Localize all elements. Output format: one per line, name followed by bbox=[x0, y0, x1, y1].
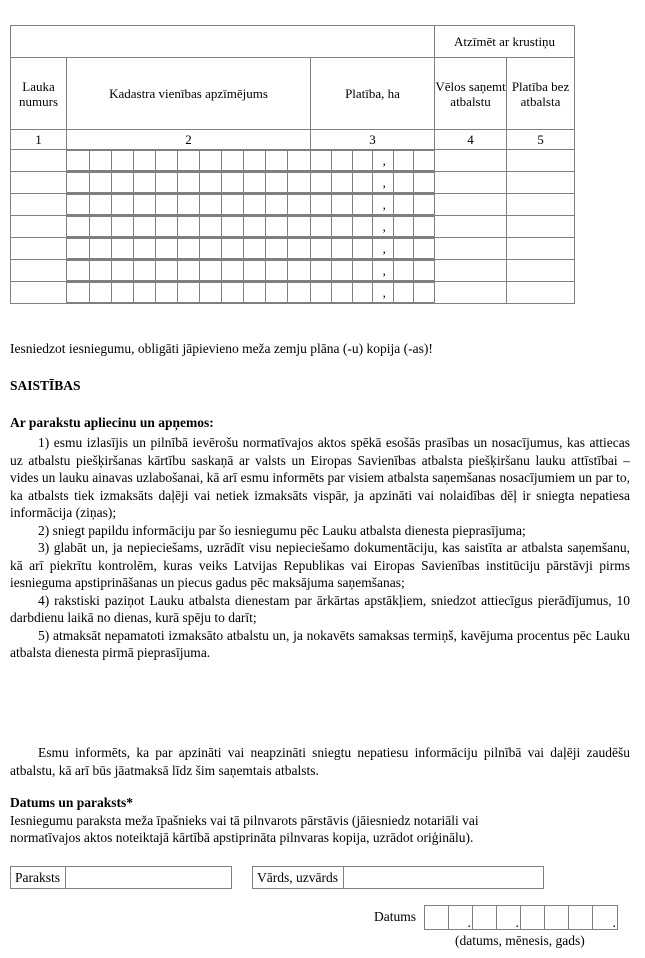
character-cell[interactable] bbox=[177, 239, 199, 259]
decimal-separator-cell[interactable]: , bbox=[373, 283, 394, 303]
character-cell[interactable] bbox=[311, 261, 332, 281]
column-number-3: 3 bbox=[311, 130, 435, 150]
attachment-notice bbox=[10, 340, 630, 358]
table-cell-col-5[interactable] bbox=[507, 150, 575, 172]
decimal-separator-cell[interactable]: , bbox=[373, 173, 394, 193]
character-cell[interactable] bbox=[266, 261, 288, 281]
signature-label: Paraksts bbox=[11, 867, 66, 888]
character-grid bbox=[67, 150, 310, 171]
table-cell-col-5[interactable] bbox=[507, 238, 575, 260]
decimal-separator-cell[interactable]: , bbox=[373, 261, 394, 281]
character-cell[interactable] bbox=[177, 173, 199, 193]
obligation-item-3: 3) glabāt un, ja nepieciešams, uzrādīt visu nepieciešamo dokumentāciju, kas saistīta ar atbalsta saņemšanu, kā arī piekrītu kontrolēm, kuras veiks Latvijas Republikas vai Eiropas Savienības institūciju pārstāvji pirms iesnieguma apstiprināšanas un piecus gadus pēc maksājuma saņemšanas; bbox=[10, 540, 630, 590]
character-cell[interactable] bbox=[133, 261, 155, 281]
character-cell[interactable] bbox=[133, 283, 155, 303]
character-cell[interactable] bbox=[288, 151, 310, 171]
character-cell[interactable] bbox=[67, 283, 89, 303]
character-cell[interactable] bbox=[332, 217, 353, 237]
character-grid bbox=[311, 172, 434, 193]
header-wish-to-receive-support: Vēlos saņemt atbalstu bbox=[435, 58, 507, 130]
table-row bbox=[11, 282, 575, 304]
character-cell[interactable] bbox=[222, 217, 244, 237]
character-cell[interactable] bbox=[414, 151, 435, 171]
character-cell[interactable] bbox=[222, 195, 244, 215]
character-cell[interactable] bbox=[414, 239, 435, 259]
decimal-separator-cell[interactable]: , bbox=[373, 195, 394, 215]
character-cell[interactable] bbox=[311, 239, 332, 259]
character-cell[interactable] bbox=[352, 195, 373, 215]
character-cell[interactable] bbox=[199, 261, 221, 281]
character-cell[interactable] bbox=[332, 261, 353, 281]
obligation-items-wrap bbox=[10, 434, 630, 662]
character-cell[interactable] bbox=[111, 195, 133, 215]
date-separator-dot: . bbox=[515, 916, 519, 931]
character-cell[interactable] bbox=[222, 261, 244, 281]
character-grid bbox=[311, 260, 434, 281]
fullname-input[interactable] bbox=[344, 867, 543, 888]
character-cell[interactable] bbox=[393, 217, 414, 237]
character-grid bbox=[67, 260, 310, 281]
table-header-row-group bbox=[11, 26, 575, 58]
character-cell[interactable] bbox=[393, 173, 414, 193]
character-cell[interactable] bbox=[67, 261, 89, 281]
character-cell[interactable] bbox=[89, 151, 111, 171]
character-cell[interactable] bbox=[222, 173, 244, 193]
character-grid bbox=[67, 238, 310, 259]
obligations-heading-wrap bbox=[10, 377, 630, 395]
header-field-number: Lauka numurs bbox=[11, 58, 67, 130]
character-grid bbox=[311, 282, 434, 303]
character-cell[interactable] bbox=[352, 283, 373, 303]
character-cell[interactable] bbox=[244, 151, 266, 171]
character-cell[interactable] bbox=[199, 151, 221, 171]
signature-heading: Datums un paraksts* bbox=[10, 795, 134, 810]
header-area-without-support: Platība bez atbalsta bbox=[507, 58, 575, 130]
character-cell[interactable] bbox=[67, 217, 89, 237]
table-cell-col-5[interactable] bbox=[507, 282, 575, 304]
character-cell[interactable] bbox=[352, 173, 373, 193]
character-cell[interactable] bbox=[311, 151, 332, 171]
character-cell[interactable] bbox=[414, 217, 435, 237]
character-cell[interactable] bbox=[89, 217, 111, 237]
character-cell[interactable] bbox=[133, 173, 155, 193]
table-cell-col-3 bbox=[311, 150, 435, 172]
character-cell[interactable] bbox=[393, 151, 414, 171]
character-cell[interactable] bbox=[67, 239, 89, 259]
table-cell-col-1[interactable] bbox=[11, 172, 67, 194]
character-cell[interactable] bbox=[155, 239, 177, 259]
table-cell-col-2 bbox=[67, 172, 311, 194]
character-cell[interactable] bbox=[414, 173, 435, 193]
table-cell-col-3 bbox=[311, 194, 435, 216]
character-cell[interactable] bbox=[352, 239, 373, 259]
character-cell[interactable] bbox=[266, 151, 288, 171]
character-cell[interactable] bbox=[155, 173, 177, 193]
character-cell[interactable] bbox=[111, 151, 133, 171]
fullname-field-group[interactable] bbox=[252, 866, 544, 889]
table-row bbox=[11, 172, 575, 194]
table-cell-col-4[interactable] bbox=[435, 216, 507, 238]
character-cell[interactable] bbox=[352, 151, 373, 171]
character-cell[interactable] bbox=[266, 217, 288, 237]
signature-section-wrap bbox=[10, 794, 630, 847]
character-cell[interactable] bbox=[67, 173, 89, 193]
character-cell[interactable] bbox=[155, 195, 177, 215]
obligation-item-5: 5) atmaksāt nepamatoti izmaksāto atbalstu un, ja nokavēts samaksas termiņš, kavējuma procentus pēc Lauku atbalsta dienesta pirmā pieprasījuma. bbox=[10, 627, 630, 660]
table-cell-col-2 bbox=[67, 216, 311, 238]
date-field-row bbox=[374, 905, 618, 930]
date-boxes-group[interactable] bbox=[424, 905, 618, 930]
table-row bbox=[11, 150, 575, 172]
date-char-box[interactable] bbox=[425, 906, 449, 929]
character-cell[interactable] bbox=[111, 217, 133, 237]
character-cell[interactable] bbox=[414, 195, 435, 215]
character-cell[interactable] bbox=[155, 261, 177, 281]
table-cell-col-1[interactable] bbox=[11, 238, 67, 260]
character-cell[interactable] bbox=[393, 239, 414, 259]
character-cell[interactable] bbox=[288, 239, 310, 259]
character-cell[interactable] bbox=[199, 283, 221, 303]
table-cell-col-5[interactable] bbox=[507, 216, 575, 238]
date-format-caption: (datums, mēnesis, gads) bbox=[455, 933, 585, 948]
table-cell-col-1[interactable] bbox=[11, 150, 67, 172]
character-cell[interactable] bbox=[352, 217, 373, 237]
character-cell[interactable] bbox=[89, 261, 111, 281]
obligation-item-4: 4) rakstiski paziņot Lauku atbalsta dienestam par ārkārtas apstākļiem, sniedzot attiecīgus pierādījumus, 10 darbdienu laikā no dienas, kurā spēju to darīt; bbox=[10, 592, 630, 625]
character-cell[interactable] bbox=[332, 151, 353, 171]
informed-paragraph-wrap bbox=[10, 744, 630, 779]
table-cell-col-5[interactable] bbox=[507, 260, 575, 282]
table-cell-col-1[interactable] bbox=[11, 260, 67, 282]
character-cell[interactable] bbox=[177, 151, 199, 171]
character-cell[interactable] bbox=[222, 151, 244, 171]
character-cell[interactable] bbox=[288, 261, 310, 281]
character-cell[interactable] bbox=[155, 151, 177, 171]
signature-input[interactable] bbox=[66, 867, 231, 888]
character-cell[interactable] bbox=[199, 173, 221, 193]
table-cell-col-1[interactable] bbox=[11, 216, 67, 238]
table-cell-col-2 bbox=[67, 194, 311, 216]
character-cell[interactable] bbox=[111, 239, 133, 259]
table-cell-col-4[interactable] bbox=[435, 194, 507, 216]
character-cell[interactable] bbox=[244, 261, 266, 281]
table-cell-col-2 bbox=[67, 282, 311, 304]
signature-fields-area bbox=[10, 866, 635, 889]
obligation-item-2: 2) sniegt papildu informāciju par šo iesniegumu pēc Lauku atbalsta dienesta pieprasījuma; bbox=[38, 522, 526, 538]
character-cell[interactable] bbox=[199, 195, 221, 215]
character-cell[interactable] bbox=[332, 195, 353, 215]
character-cell[interactable] bbox=[111, 283, 133, 303]
obligations-heading: SAISTĪBAS bbox=[10, 378, 81, 393]
table-cell-col-4[interactable] bbox=[435, 150, 507, 172]
header-area-ha: Platība, ha bbox=[311, 58, 435, 130]
table-cell-col-4[interactable] bbox=[435, 282, 507, 304]
column-number-4: 4 bbox=[435, 130, 507, 150]
character-cell[interactable] bbox=[89, 239, 111, 259]
date-label: Datums bbox=[374, 909, 416, 924]
column-number-1: 1 bbox=[11, 130, 67, 150]
character-cell[interactable] bbox=[266, 173, 288, 193]
character-cell[interactable] bbox=[199, 217, 221, 237]
table-cell-col-4[interactable] bbox=[435, 238, 507, 260]
table-cell-col-4[interactable] bbox=[435, 172, 507, 194]
character-cell[interactable] bbox=[155, 217, 177, 237]
character-cell[interactable] bbox=[288, 283, 310, 303]
table-cell-col-3 bbox=[311, 172, 435, 194]
table-cell-col-1[interactable] bbox=[11, 282, 67, 304]
character-cell[interactable] bbox=[244, 239, 266, 259]
table-cell-col-2 bbox=[67, 260, 311, 282]
character-cell[interactable] bbox=[244, 217, 266, 237]
character-cell[interactable] bbox=[133, 217, 155, 237]
character-cell[interactable] bbox=[133, 239, 155, 259]
table-row bbox=[11, 260, 575, 282]
character-grid bbox=[67, 216, 310, 237]
table-row bbox=[11, 216, 575, 238]
table-header-row-titles bbox=[11, 58, 575, 130]
character-cell[interactable] bbox=[177, 217, 199, 237]
forest-land-parcels-table bbox=[10, 25, 575, 304]
informed-paragraph: Esmu informēts, ka par apzināti vai neapzināti sniegtu nepatiesu informāciju pilnībā vai daļēji zaudēšu atbalstu, kā arī būs jāatmaksā līdz šim saņemtais atbalsts. bbox=[10, 745, 630, 778]
character-cell[interactable] bbox=[244, 173, 266, 193]
attachment-notice-text: Iesniedzot iesniegumu, obligāti jāpievieno meža zemju plāna (-u) kopija (-as)! bbox=[10, 341, 433, 356]
date-char-box[interactable] bbox=[521, 906, 545, 929]
character-cell[interactable] bbox=[67, 151, 89, 171]
column-number-5: 5 bbox=[507, 130, 575, 150]
character-cell[interactable] bbox=[266, 283, 288, 303]
character-cell[interactable] bbox=[393, 195, 414, 215]
character-grid bbox=[311, 150, 434, 171]
column-number-2: 2 bbox=[67, 130, 311, 150]
character-grid bbox=[311, 194, 434, 215]
date-char-box[interactable] bbox=[473, 906, 497, 929]
character-cell[interactable] bbox=[332, 239, 353, 259]
date-char-box[interactable] bbox=[593, 906, 617, 929]
forest-land-parcels-table-wrapper bbox=[10, 25, 574, 304]
declaration-heading: Ar parakstu apliecinu un apņemos: bbox=[10, 415, 214, 430]
signature-fields-row bbox=[10, 866, 635, 889]
table-cell-col-2 bbox=[67, 150, 311, 172]
character-cell[interactable] bbox=[414, 283, 435, 303]
table-cell-col-2 bbox=[67, 238, 311, 260]
date-char-box[interactable] bbox=[545, 906, 569, 929]
character-cell[interactable] bbox=[67, 195, 89, 215]
date-char-box[interactable] bbox=[449, 906, 473, 929]
table-cell-col-5[interactable] bbox=[507, 172, 575, 194]
table-row bbox=[11, 194, 575, 216]
character-cell[interactable] bbox=[111, 261, 133, 281]
character-cell[interactable] bbox=[332, 173, 353, 193]
decimal-separator-cell[interactable]: , bbox=[373, 217, 394, 237]
character-cell[interactable] bbox=[288, 195, 310, 215]
character-cell[interactable] bbox=[311, 217, 332, 237]
character-cell[interactable] bbox=[311, 195, 332, 215]
character-cell[interactable] bbox=[393, 283, 414, 303]
character-grid bbox=[311, 238, 434, 259]
character-cell[interactable] bbox=[155, 283, 177, 303]
date-separator-dot: . bbox=[612, 916, 616, 931]
character-cell[interactable] bbox=[311, 173, 332, 193]
decimal-separator-cell[interactable]: , bbox=[373, 151, 394, 171]
table-cell-col-3 bbox=[311, 282, 435, 304]
character-grid bbox=[67, 172, 310, 193]
date-char-box[interactable] bbox=[569, 906, 593, 929]
character-cell[interactable] bbox=[332, 283, 353, 303]
character-cell[interactable] bbox=[177, 195, 199, 215]
date-separator-dot: . bbox=[467, 916, 471, 931]
character-cell[interactable] bbox=[266, 239, 288, 259]
table-cell-col-3 bbox=[311, 238, 435, 260]
header-cadastre-designation: Kadastra vienības apzīmējums bbox=[67, 58, 311, 130]
character-cell[interactable] bbox=[244, 283, 266, 303]
fullname-label: Vārds, uzvārds bbox=[253, 867, 344, 888]
table-data-body bbox=[11, 150, 575, 304]
table-cell-col-1[interactable] bbox=[11, 194, 67, 216]
header-empty-span bbox=[11, 26, 435, 58]
character-cell[interactable] bbox=[222, 283, 244, 303]
character-cell[interactable] bbox=[222, 239, 244, 259]
character-cell[interactable] bbox=[89, 283, 111, 303]
character-cell[interactable] bbox=[288, 217, 310, 237]
header-mark-with-cross: Atzīmēt ar krustiņu bbox=[435, 26, 575, 58]
character-cell[interactable] bbox=[393, 261, 414, 281]
character-grid bbox=[67, 282, 310, 303]
character-cell[interactable] bbox=[288, 173, 310, 193]
signature-note-line-1: Iesniegumu paraksta meža īpašnieks vai tā pilnvarots pārstāvis (jāiesniedz notariāli vai bbox=[10, 812, 479, 828]
obligation-item-1: 1) esmu izlasījis un pilnībā ievērošu normatīvajos aktos spēkā esošās prasības un nosacījumus, kas attiecas uz atbalstu piešķiršanas kārtību saskaņā ar valsts un Eiropas Savienības atbalsta piešķiršanu lauku attīstībai – vides un lauku ainavas uzlabošanai, kā arī esmu informēts par visiem atbalsta saņemšanas nosacījumiem un par to, ka atbalsts tiek izmaksāts daļēji vai netiek izmaksāts vispār, ja apzināti vai nolaidības dēļ ir sniegta nepatiesa informācija (ziņas); bbox=[10, 435, 630, 520]
signature-field-group[interactable] bbox=[10, 866, 232, 889]
table-cell-col-3 bbox=[311, 216, 435, 238]
character-cell[interactable] bbox=[177, 261, 199, 281]
character-grid bbox=[67, 194, 310, 215]
character-cell[interactable] bbox=[414, 261, 435, 281]
character-cell[interactable] bbox=[89, 173, 111, 193]
date-char-box[interactable] bbox=[497, 906, 521, 929]
character-grid bbox=[311, 216, 434, 237]
character-cell[interactable] bbox=[133, 151, 155, 171]
character-cell[interactable] bbox=[199, 239, 221, 259]
table-row bbox=[11, 238, 575, 260]
table-header-row-numbers bbox=[11, 130, 575, 150]
character-cell[interactable] bbox=[133, 195, 155, 215]
declaration-heading-wrap bbox=[10, 414, 630, 432]
table-cell-col-4[interactable] bbox=[435, 260, 507, 282]
character-cell[interactable] bbox=[352, 261, 373, 281]
table-cell-col-5[interactable] bbox=[507, 194, 575, 216]
decimal-separator-cell[interactable]: , bbox=[373, 239, 394, 259]
character-cell[interactable] bbox=[266, 195, 288, 215]
character-cell[interactable] bbox=[111, 173, 133, 193]
character-cell[interactable] bbox=[177, 283, 199, 303]
character-cell[interactable] bbox=[244, 195, 266, 215]
table-cell-col-3 bbox=[311, 260, 435, 282]
character-cell[interactable] bbox=[89, 195, 111, 215]
character-cell[interactable] bbox=[311, 283, 332, 303]
signature-note-line-2: normatīvajos aktos noteiktajā kārtībā apstiprināta pilnvaras kopija, uzrādot oriģinālu). bbox=[10, 830, 474, 845]
